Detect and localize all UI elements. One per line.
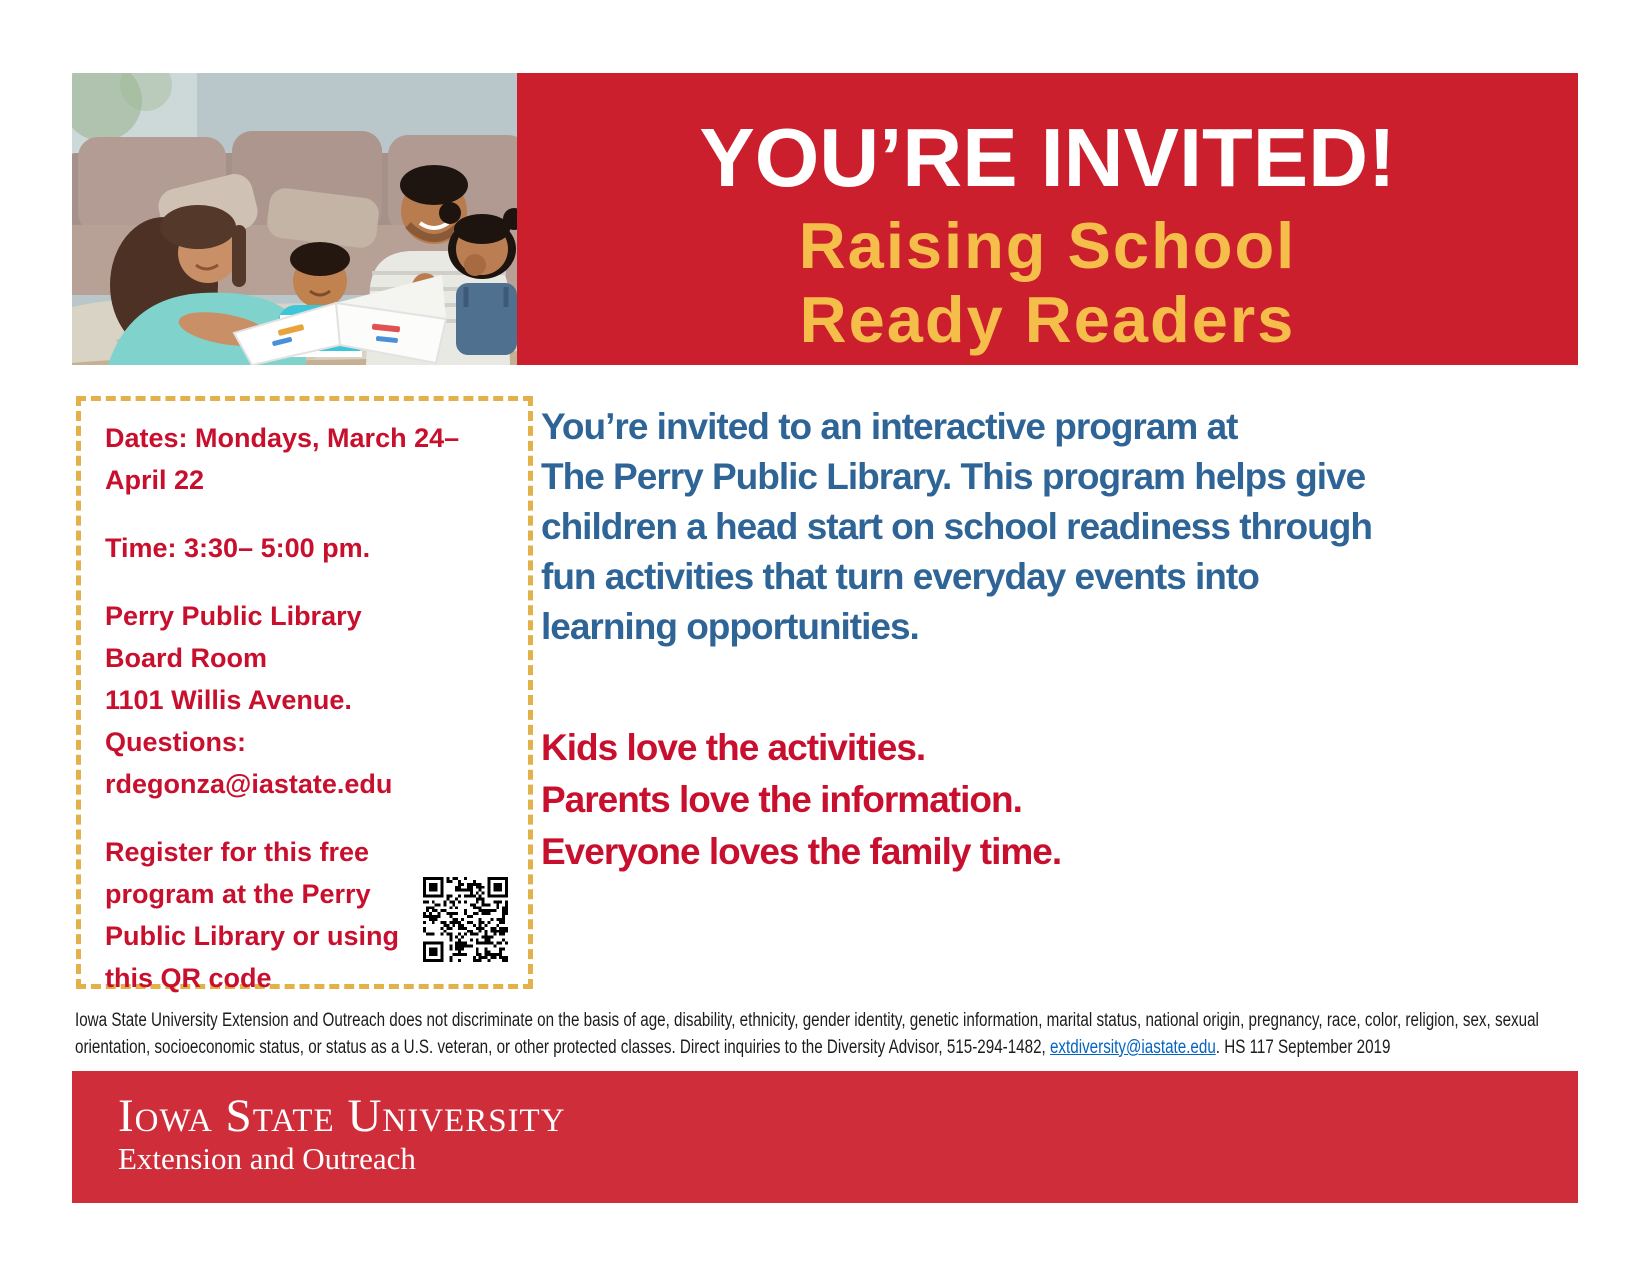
intro-line: learning opportunities. xyxy=(541,606,919,647)
location-address: 1101 Willis Avenue. xyxy=(105,685,352,715)
intro-paragraph xyxy=(541,402,1571,652)
diversity-email-link[interactable]: extdiversity@iastate.edu xyxy=(1049,1037,1216,1058)
questions-email: rdegonza@iastate.edu xyxy=(105,769,393,799)
disclaimer-line2-post: . HS 117 September 2019 xyxy=(1215,1037,1391,1058)
family-reading-illustration xyxy=(72,73,517,365)
banner-subtitle-line1: Raising School xyxy=(798,209,1297,282)
dates-value: Mondays, March 24– April 22 xyxy=(105,423,460,495)
register-block xyxy=(105,831,425,999)
location-name: Perry Public Library xyxy=(105,601,362,631)
main-text xyxy=(541,402,1571,878)
disclaimer xyxy=(75,1007,1577,1061)
tagline xyxy=(541,722,1571,878)
event-info-box xyxy=(76,396,533,993)
dates-line xyxy=(105,417,506,501)
questions-label: Questions: xyxy=(105,727,247,757)
time-label: Time: xyxy=(105,533,177,563)
family-reading-photo xyxy=(72,73,517,365)
tagline-line: Parents love the information. xyxy=(541,779,1022,820)
disclaimer-line1: Iowa State University Extension and Outreach does not discriminate on the basis of age, disability, ethnicity, gender identity, genetic information, marital status, national origin, pregnancy, race, color, religion, sex, sexual xyxy=(75,1010,1539,1031)
time-line xyxy=(105,527,506,569)
intro-line: You’re invited to an interactive program at xyxy=(541,406,1238,447)
qr-code xyxy=(423,877,508,962)
invite-banner xyxy=(517,73,1578,365)
tagline-line: Kids love the activities. xyxy=(541,727,926,768)
intro-line: children a head start on school readiness through xyxy=(541,506,1372,547)
dates-label: Dates: xyxy=(105,423,188,453)
qr-code-svg xyxy=(423,877,508,962)
intro-line: The Perry Public Library. This program helps give xyxy=(541,456,1366,497)
intro-line: fun activities that turn everyday events into xyxy=(541,556,1259,597)
banner-title: YOU’RE INVITED! xyxy=(699,111,1396,204)
disclaimer-line2 xyxy=(75,1034,1391,1061)
tagline-line: Everyone loves the family time. xyxy=(541,831,1062,872)
disclaimer-line2-pre: orientation, socioeconomic status, or status as a U.S. veteran, or other protected classes. Direct inquiries to the Diversity Advisor, 515-294-1482, xyxy=(75,1037,1050,1058)
footer-bar xyxy=(72,1071,1578,1203)
isu-extension-tagline: Extension and Outreach xyxy=(118,1141,416,1176)
register-label: Register xyxy=(105,837,214,867)
location-room: Board Room xyxy=(105,643,267,673)
time-value: 3:30– 5:00 pm. xyxy=(176,533,371,563)
banner-subtitle-line2: Ready Readers xyxy=(799,283,1296,356)
hero-row xyxy=(72,73,1578,365)
location-block xyxy=(105,595,506,805)
register-text: for this free program at the Perry Public Library or using this QR code xyxy=(105,837,400,993)
isu-wordmark: Iowa State University xyxy=(118,1090,566,1142)
